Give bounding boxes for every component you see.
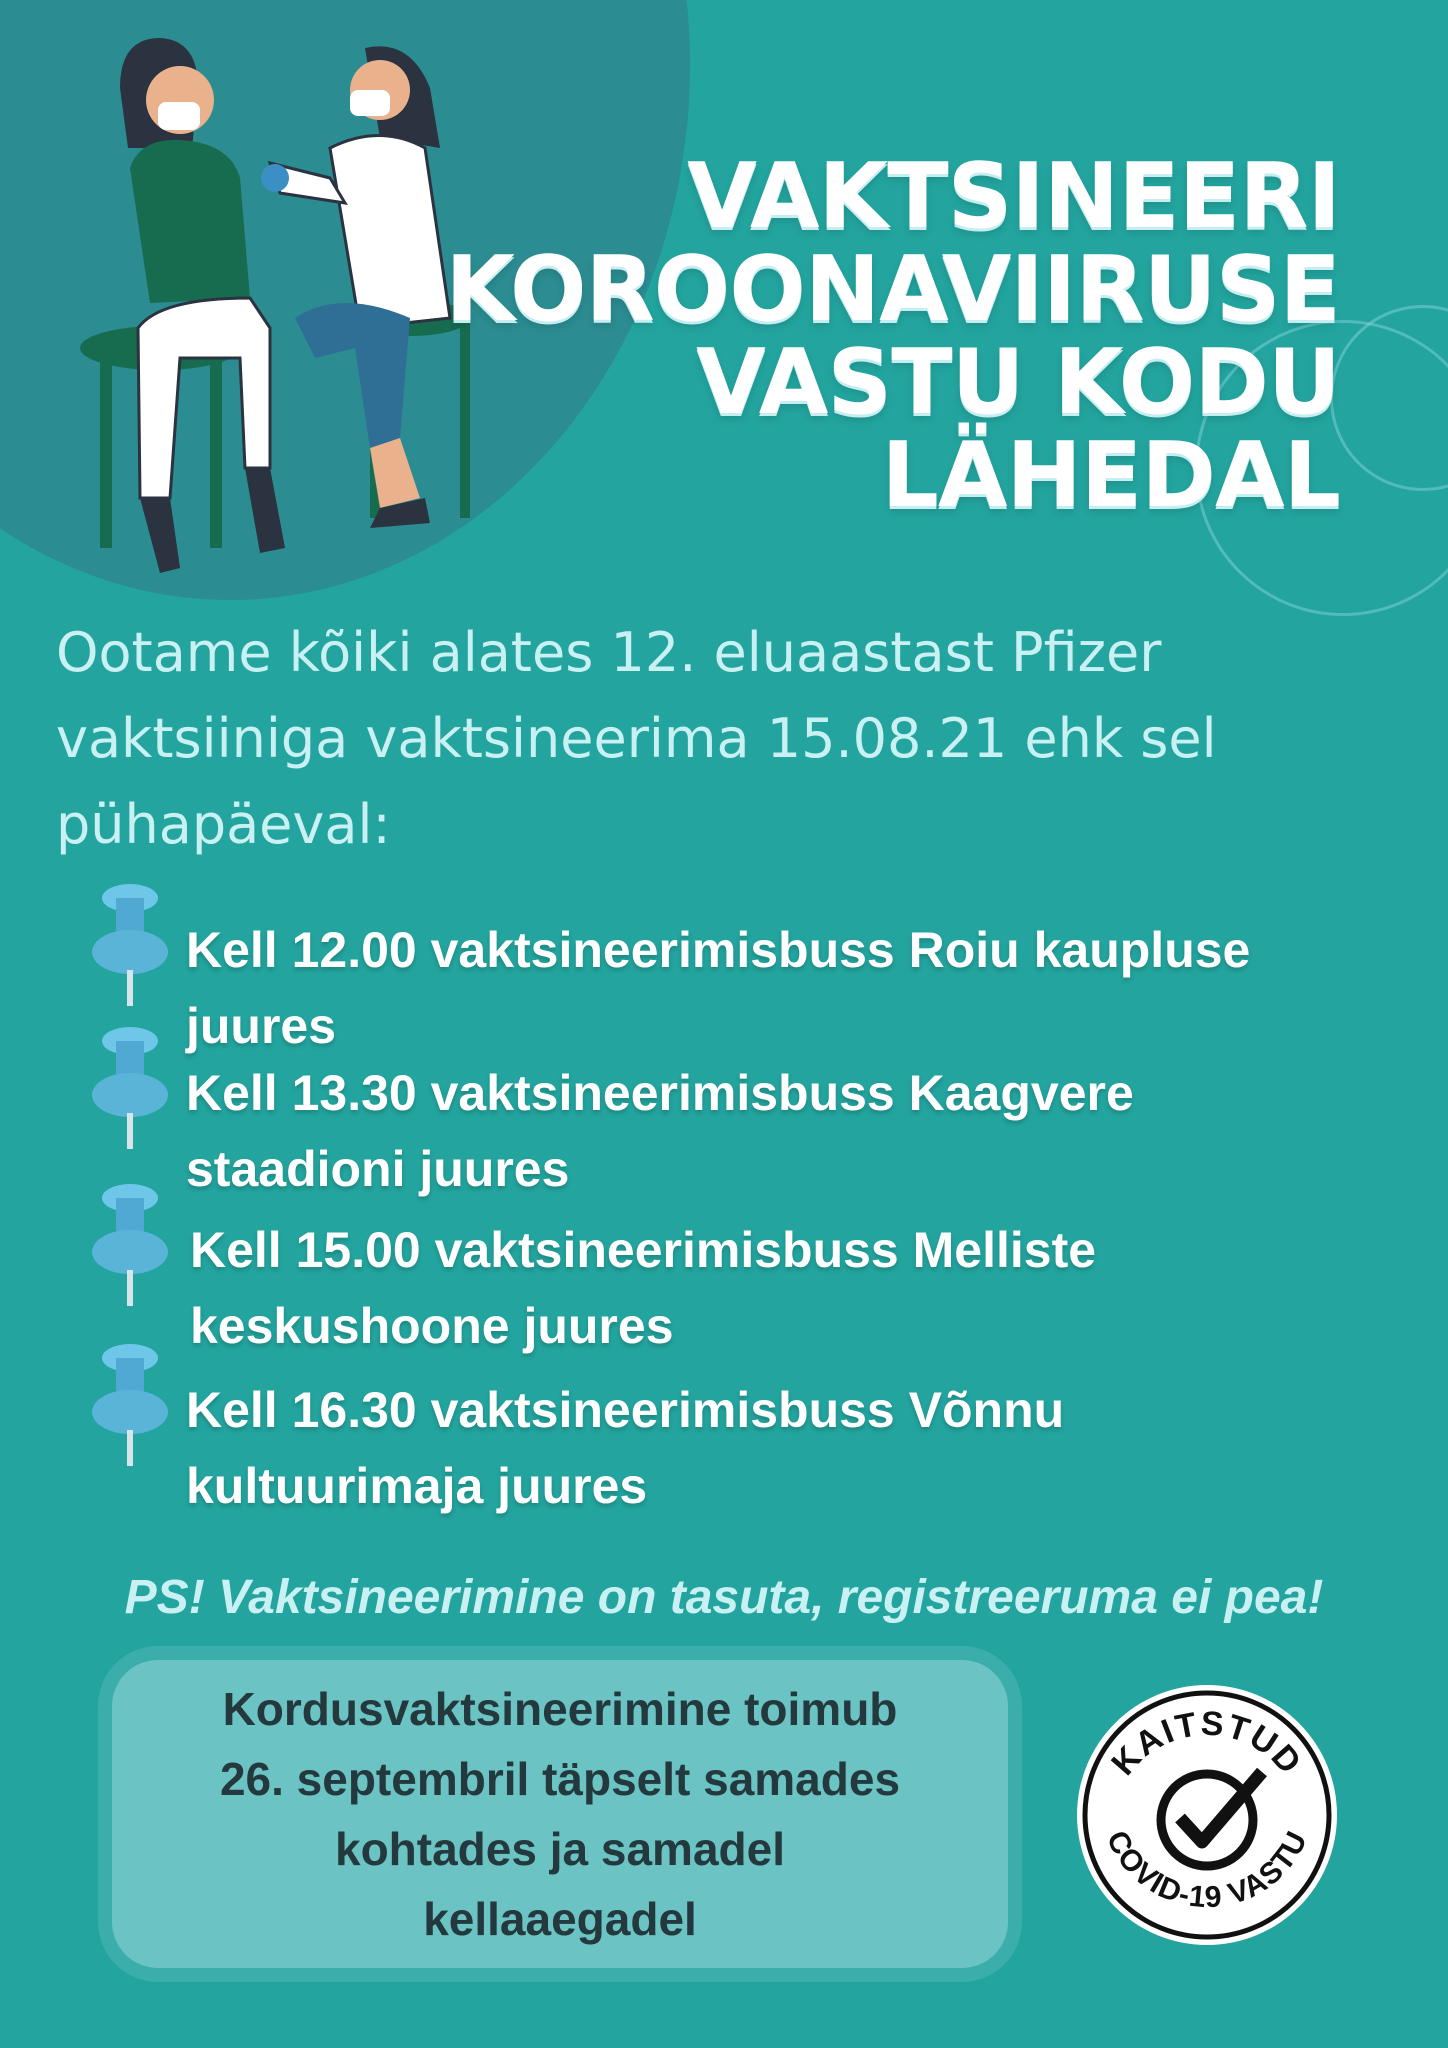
revaccination-note-box (112, 1660, 1008, 1968)
title-line: KOROONAVIIRUSE (445, 237, 1340, 342)
schedule-line: kultuurimaja juures (186, 1458, 648, 1514)
schedule-line: Kell 16.30 vaktsineerimisbuss Võnnu (186, 1382, 1065, 1438)
pushpin-icon (90, 1340, 170, 1470)
revaccination-note (150, 1674, 970, 1954)
note-line: 26. septembril täpselt samades (219, 1753, 901, 1805)
schedule-line: keskushoone juures (190, 1298, 674, 1354)
pushpin-icon (90, 880, 170, 1010)
pushpin-icon (90, 1023, 170, 1153)
intro-paragraph (56, 610, 1436, 868)
badge-bottom-text: COVID-19 VASTU (1099, 1825, 1315, 1915)
title-line: VAKTSINEERI (687, 144, 1340, 249)
schedule-line: Kell 13.30 vaktsineerimisbuss Kaagvere (186, 1065, 1134, 1121)
badge-top-text: KAITSTUD (1104, 1704, 1310, 1783)
intro-line: vaktsiiniga vaktsineerima 15.08.21 ehk sel (56, 707, 1217, 770)
title-line: LÄHEDAL (881, 423, 1340, 528)
page-title (445, 144, 1340, 528)
schedule-line: Kell 15.00 vaktsineerimisbuss Melliste (190, 1222, 1097, 1278)
pushpin-icon (90, 1180, 170, 1310)
ps-notice: PS! Vaktsineerimine on tasuta, registreeruma ei pea! (124, 1571, 1324, 1624)
schedule-item (90, 1180, 1430, 1354)
schedule-item (90, 880, 1430, 1054)
note-line: Kordusvaktsineerimine toimub (222, 1683, 898, 1735)
schedule-item (90, 1023, 1430, 1197)
schedule-line: staadioni juures (186, 1141, 570, 1197)
protected-badge (1072, 1680, 1342, 1950)
schedule-item (90, 1340, 1430, 1514)
note-line: kellaaegadel (423, 1893, 697, 1945)
intro-line: Ootame kõiki alates 12. eluaastast Pfizer (56, 621, 1162, 684)
title-line: VASTU KODU (696, 330, 1340, 435)
note-line: kohtades ja samadel (335, 1823, 785, 1875)
schedule-line: Kell 12.00 vaktsineerimisbuss Roiu kaupluse (186, 922, 1251, 978)
schedule-line: juures (186, 998, 337, 1054)
intro-line: pühapäeval: (56, 793, 391, 856)
